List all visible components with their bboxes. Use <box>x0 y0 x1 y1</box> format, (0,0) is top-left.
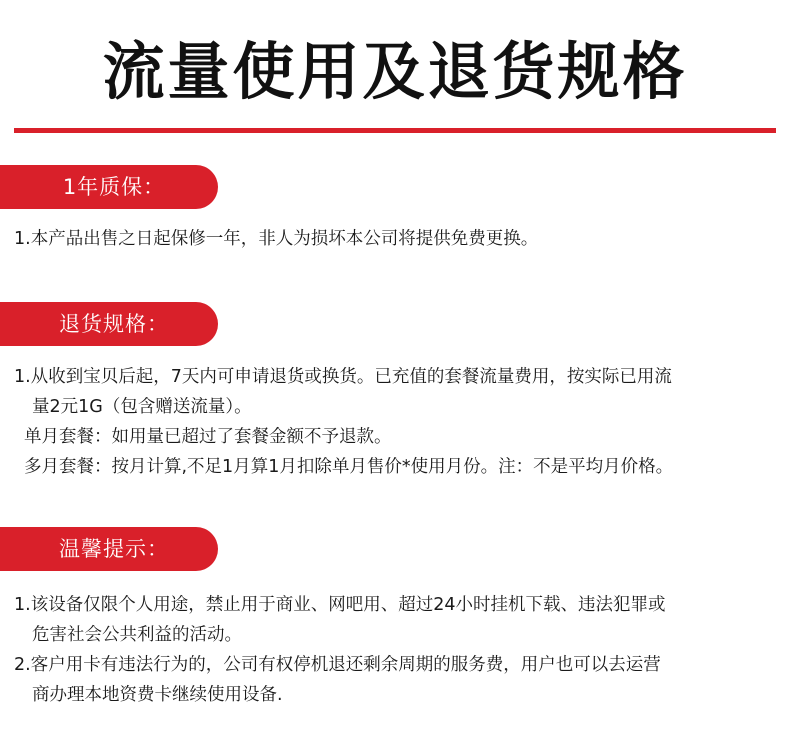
section-tag-label: 1年质保： <box>62 175 166 199</box>
paragraph-line: 2.客户用卡有违法行为的，公司有权停机退还剩余周期的服务费，用户也可以去运营 <box>14 655 661 675</box>
page-title: 流量使用及退货规格 <box>102 35 688 108</box>
section-tag-warranty <box>0 165 218 209</box>
paragraph-line: 量2元1G（包含赠送流量）。 <box>32 397 252 417</box>
paragraph-line: 1.该设备仅限个人用途，禁止用于商业、网吧用、超过24小时挂机下载、违法犯罪或 <box>14 595 666 615</box>
paragraph-line: 1.从收到宝贝后起，7天内可申请退货或换货。已充值的套餐流量费用，按实际已用流 <box>14 367 672 387</box>
section-tag-label: 退货规格： <box>59 312 169 336</box>
paragraph-line: 多月套餐：按月计算,不足1月算1月扣除单月售价*使用月份。注：不是平均月价格。 <box>24 457 674 477</box>
section-tag-return <box>0 302 218 346</box>
paragraph-line: 商办理本地资费卡继续使用设备. <box>32 685 283 705</box>
paragraph-line: 单月套餐：如用量已超过了套餐金额不予退款。 <box>24 427 392 447</box>
warranty-text <box>14 224 538 254</box>
section-tag-label: 温馨提示： <box>59 537 169 561</box>
title-divider <box>14 128 776 133</box>
section-tag-tips <box>0 527 218 571</box>
paragraph-line: 危害社会公共利益的活动。 <box>32 625 242 645</box>
tips-text <box>14 590 665 710</box>
paragraph-line: 1.本产品出售之日起保修一年，非人为损坏本公司将提供免费更换。 <box>14 229 539 249</box>
return-text <box>14 362 673 482</box>
